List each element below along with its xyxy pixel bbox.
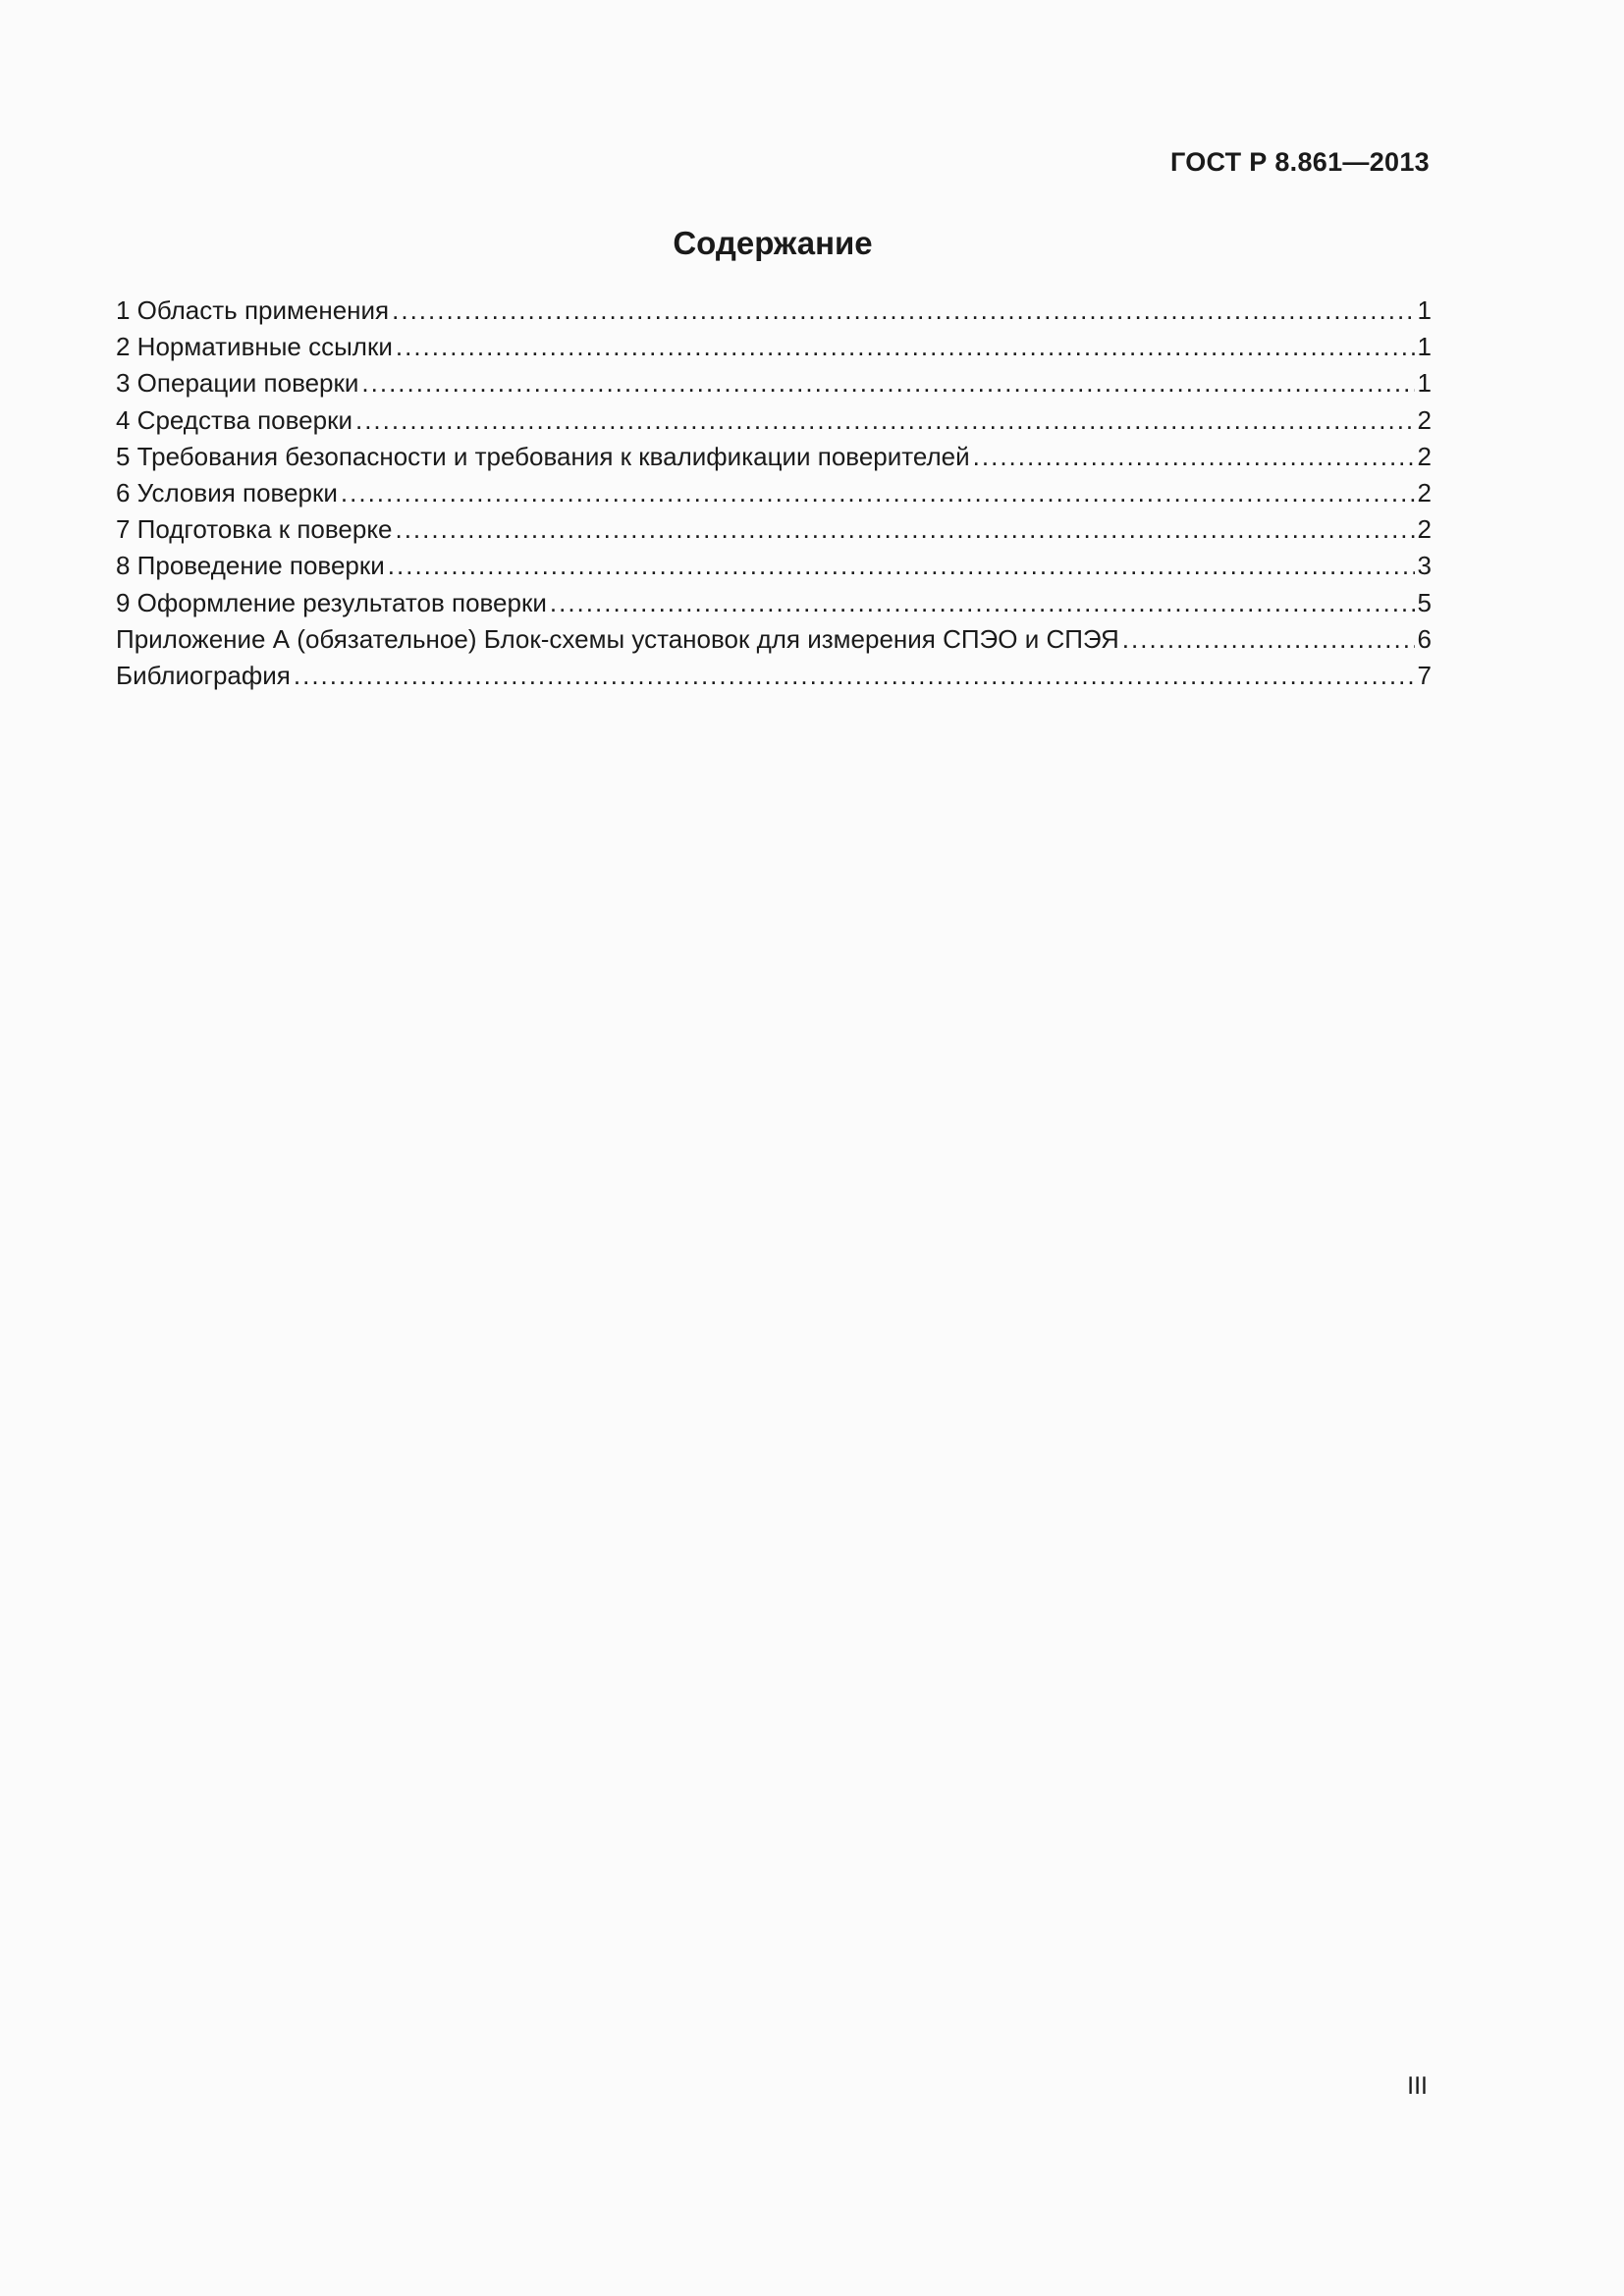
document-code: ГОСТ Р 8.861—2013	[1169, 147, 1430, 177]
toc-entry-page: 2	[1417, 441, 1432, 471]
toc-leader-dots	[973, 439, 1415, 475]
toc-leader-dots	[388, 548, 1415, 584]
toc-entry-page: 1	[1417, 368, 1432, 399]
toc-leader-dots	[550, 585, 1415, 621]
toc-entry[interactable]	[116, 402, 1432, 439]
toc-entry[interactable]	[116, 439, 1432, 475]
toc-entry-page: 6	[1417, 623, 1432, 654]
toc-entry[interactable]	[116, 548, 1432, 584]
toc-entry-label: 6 Условия поверки	[116, 477, 338, 507]
toc-entry[interactable]	[116, 365, 1432, 401]
toc-entry-page: 2	[1417, 514, 1432, 545]
toc-entry-label: 7 Подготовка к поверке	[116, 514, 393, 545]
toc-entry[interactable]	[116, 621, 1432, 658]
toc-entry-label: Библиография	[116, 660, 291, 690]
toc-entry-page: 1	[1417, 295, 1432, 325]
toc-entry-page: 2	[1417, 477, 1432, 507]
toc-leader-dots	[1122, 621, 1415, 658]
toc-entry-label: 2 Нормативные ссылки	[116, 332, 393, 362]
toc-leader-dots	[355, 402, 1415, 439]
toc-entry[interactable]	[116, 585, 1432, 621]
toc-title-text: Содержание	[673, 225, 873, 261]
toc-entry-label: 8 Проведение поверки	[116, 551, 385, 581]
toc-leader-dots	[341, 475, 1415, 511]
page-number: III	[1407, 2072, 1428, 2100]
toc-entry-page: 1	[1417, 332, 1432, 362]
toc-entry-page: 2	[1417, 404, 1432, 435]
toc-entry-label: 1 Область применения	[116, 295, 390, 325]
toc-leader-dots	[294, 658, 1415, 694]
toc-entry[interactable]	[116, 511, 1432, 548]
toc-entry[interactable]	[116, 658, 1432, 694]
toc-entry-page: 5	[1417, 587, 1432, 617]
toc-entry[interactable]	[116, 293, 1432, 329]
toc-leader-dots	[395, 511, 1414, 548]
toc-entry[interactable]	[116, 475, 1432, 511]
table-of-contents	[116, 293, 1432, 694]
toc-entry-label: 9 Оформление результатов поверки	[116, 587, 547, 617]
toc-entry-label: Приложение А (обязательное) Блок-схемы установок для измерения СПЭО и СПЭЯ	[116, 623, 1119, 654]
toc-entry-label: 4 Средства поверки	[116, 404, 352, 435]
toc-entry[interactable]	[116, 329, 1432, 365]
toc-title	[0, 225, 1545, 262]
toc-leader-dots	[361, 365, 1414, 401]
toc-entry-label: 3 Операции поверки	[116, 368, 359, 399]
toc-entry-label: 5 Требования безопасности и требования к квалификации поверителей	[116, 441, 970, 471]
toc-entry-page: 7	[1417, 660, 1432, 690]
toc-entry-page: 3	[1417, 551, 1432, 581]
toc-leader-dots	[392, 293, 1414, 329]
toc-leader-dots	[396, 329, 1415, 365]
